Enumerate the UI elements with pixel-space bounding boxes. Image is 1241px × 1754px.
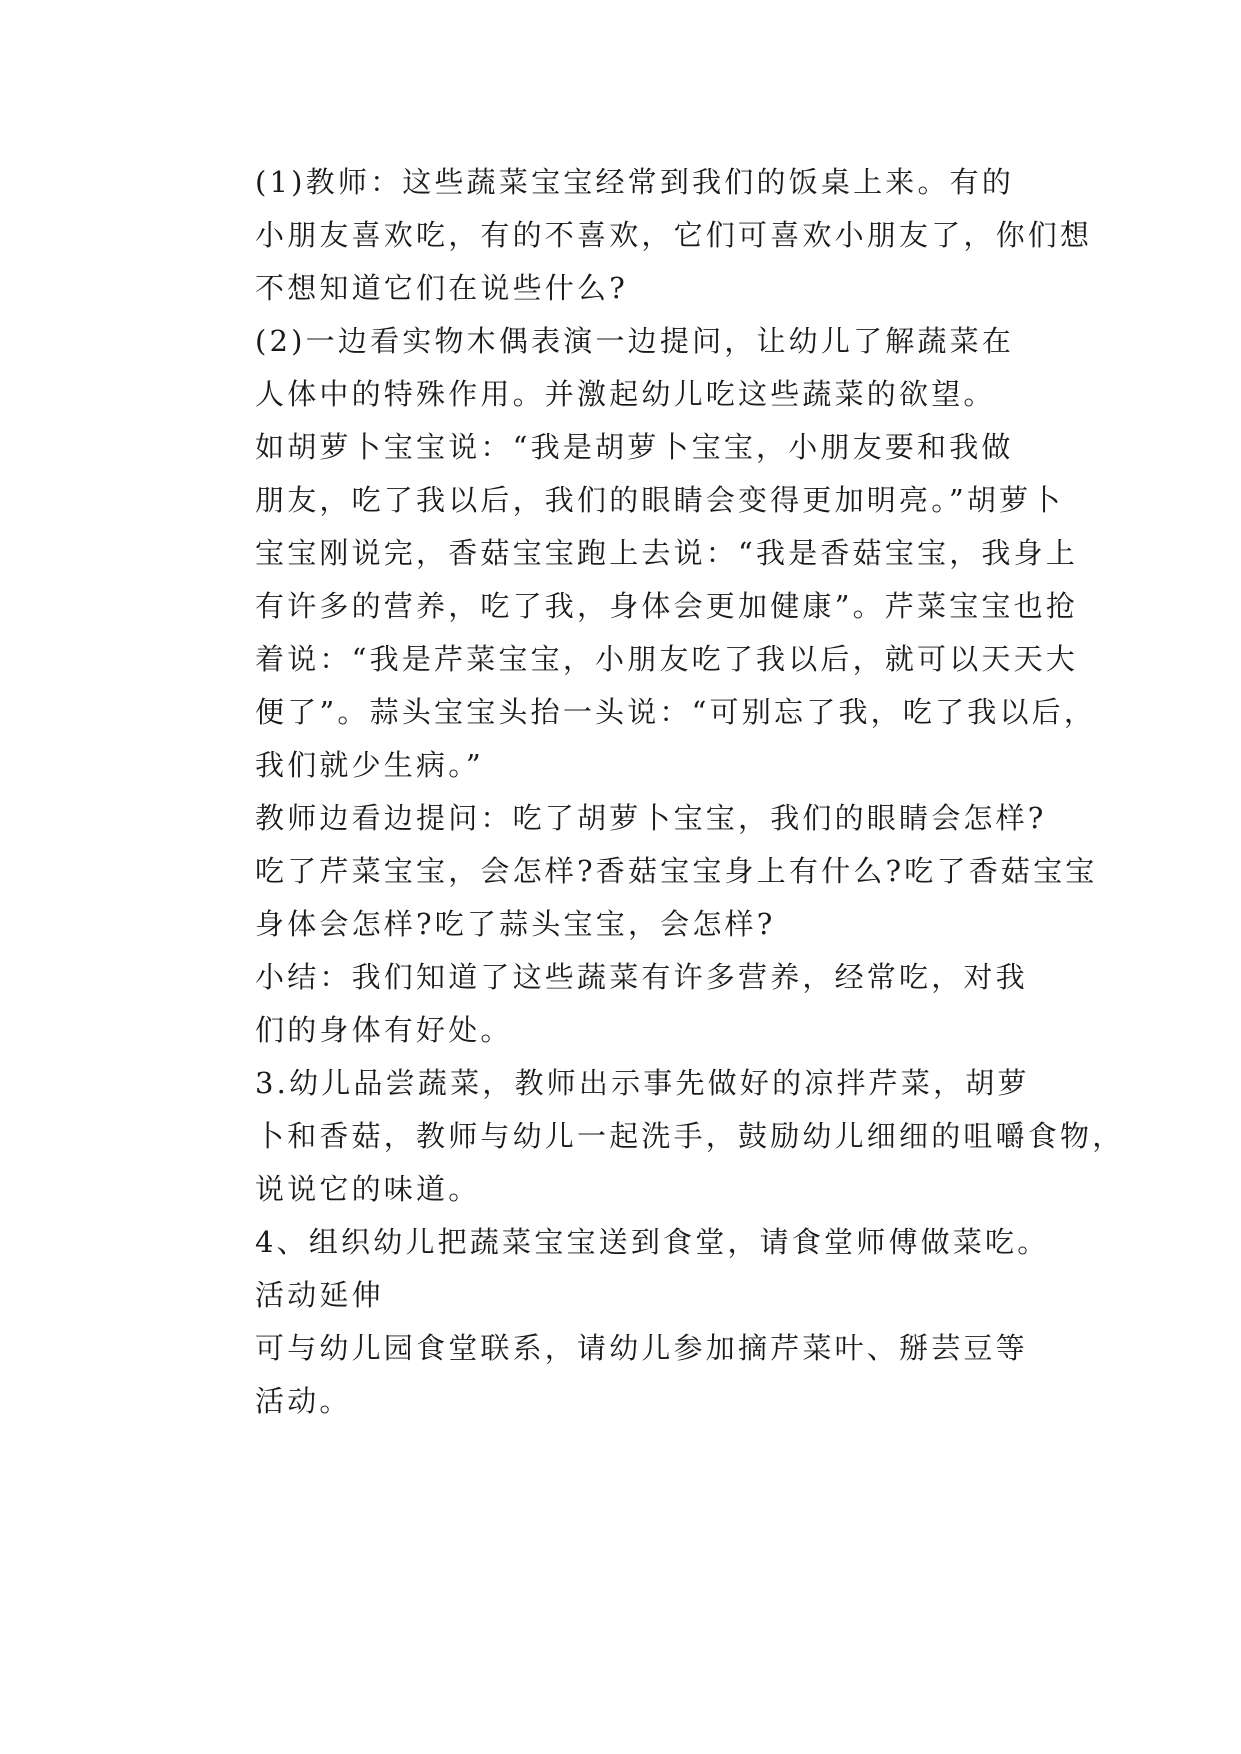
text-line: (2)一边看实物木偶表演一边提问，让幼儿了解蔬菜在 — [255, 324, 1015, 358]
text-line: 身体会怎样?吃了蒜头宝宝，会怎样? — [255, 907, 776, 941]
text-line: 着说：“我是芹菜宝宝，小朋友吃了我以后，就可以天天大 — [255, 642, 1079, 676]
text-line: 吃了芹菜宝宝，会怎样?香菇宝宝身上有什么?吃了香菇宝宝 — [255, 854, 1098, 888]
text-line: 如胡萝卜宝宝说：“我是胡萝卜宝宝，小朋友要和我做 — [255, 430, 1014, 464]
text-line: 我们就少生病。” — [255, 748, 484, 782]
heading-text: 活动延伸 — [255, 1278, 384, 1312]
text-line: (1)教师：这些蔬菜宝宝经常到我们的饭桌上来。有的 — [255, 165, 1015, 199]
text-line: 4、组织幼儿把蔬菜宝宝送到食堂，请食堂师傅做菜吃。 — [255, 1225, 1050, 1259]
paragraph-step-4-canteen — [191, 1216, 1051, 1269]
text-line: 可与幼儿园食堂联系，请幼儿参加摘芹菜叶、掰芸豆等 — [255, 1331, 1028, 1365]
text-line: 活动。 — [255, 1384, 352, 1418]
text-line: 不想知道它们在说些什么? — [255, 271, 628, 305]
text-line: 小朋友喜欢吃，有的不喜欢，它们可喜欢小朋友了，你们想 — [255, 218, 1093, 252]
paragraph-step-3-tasting — [191, 1057, 1125, 1216]
paragraph-teacher-questions — [191, 792, 1098, 951]
paragraph-summary — [191, 951, 1051, 1057]
text-line: 人体中的特殊作用。并激起幼儿吃这些蔬菜的欲望。 — [255, 377, 996, 411]
text-line: 卜和香菇，教师与幼儿一起洗手，鼓励幼儿细细的咀嚼食物， — [255, 1119, 1125, 1153]
text-line: 们的身体有好处。 — [255, 1013, 513, 1047]
text-line: 小结：我们知道了这些蔬菜有许多营养，经常吃，对我 — [255, 960, 1028, 994]
text-line: 宝宝刚说完，香菇宝宝跑上去说：“我是香菇宝宝，我身上 — [255, 536, 1079, 570]
document-body — [191, 156, 1125, 1428]
text-line: 有许多的营养，吃了我，身体会更加健康”。芹菜宝宝也抢 — [255, 589, 1079, 623]
paragraph-vegetable-dialogue — [191, 421, 1097, 792]
text-line: 朋友，吃了我以后，我们的眼睛会变得更加明亮。”胡萝卜 — [255, 483, 1064, 517]
text-line: 3.幼儿品尝蔬菜，教师出示事先做好的凉拌芹菜，胡萝 — [255, 1066, 1030, 1100]
text-line: 说说它的味道。 — [255, 1172, 481, 1206]
paragraph-extension-detail — [191, 1322, 1051, 1428]
paragraph-puppet-show — [191, 315, 1051, 421]
text-line: 教师边看边提问：吃了胡萝卜宝宝，我们的眼睛会怎样? — [255, 801, 1047, 835]
section-heading-activity-extension — [191, 1269, 1051, 1322]
text-line: 便了”。蒜头宝宝头抬一头说：“可别忘了我，吃了我以后， — [255, 695, 1097, 729]
paragraph-teacher-intro — [191, 156, 1093, 315]
